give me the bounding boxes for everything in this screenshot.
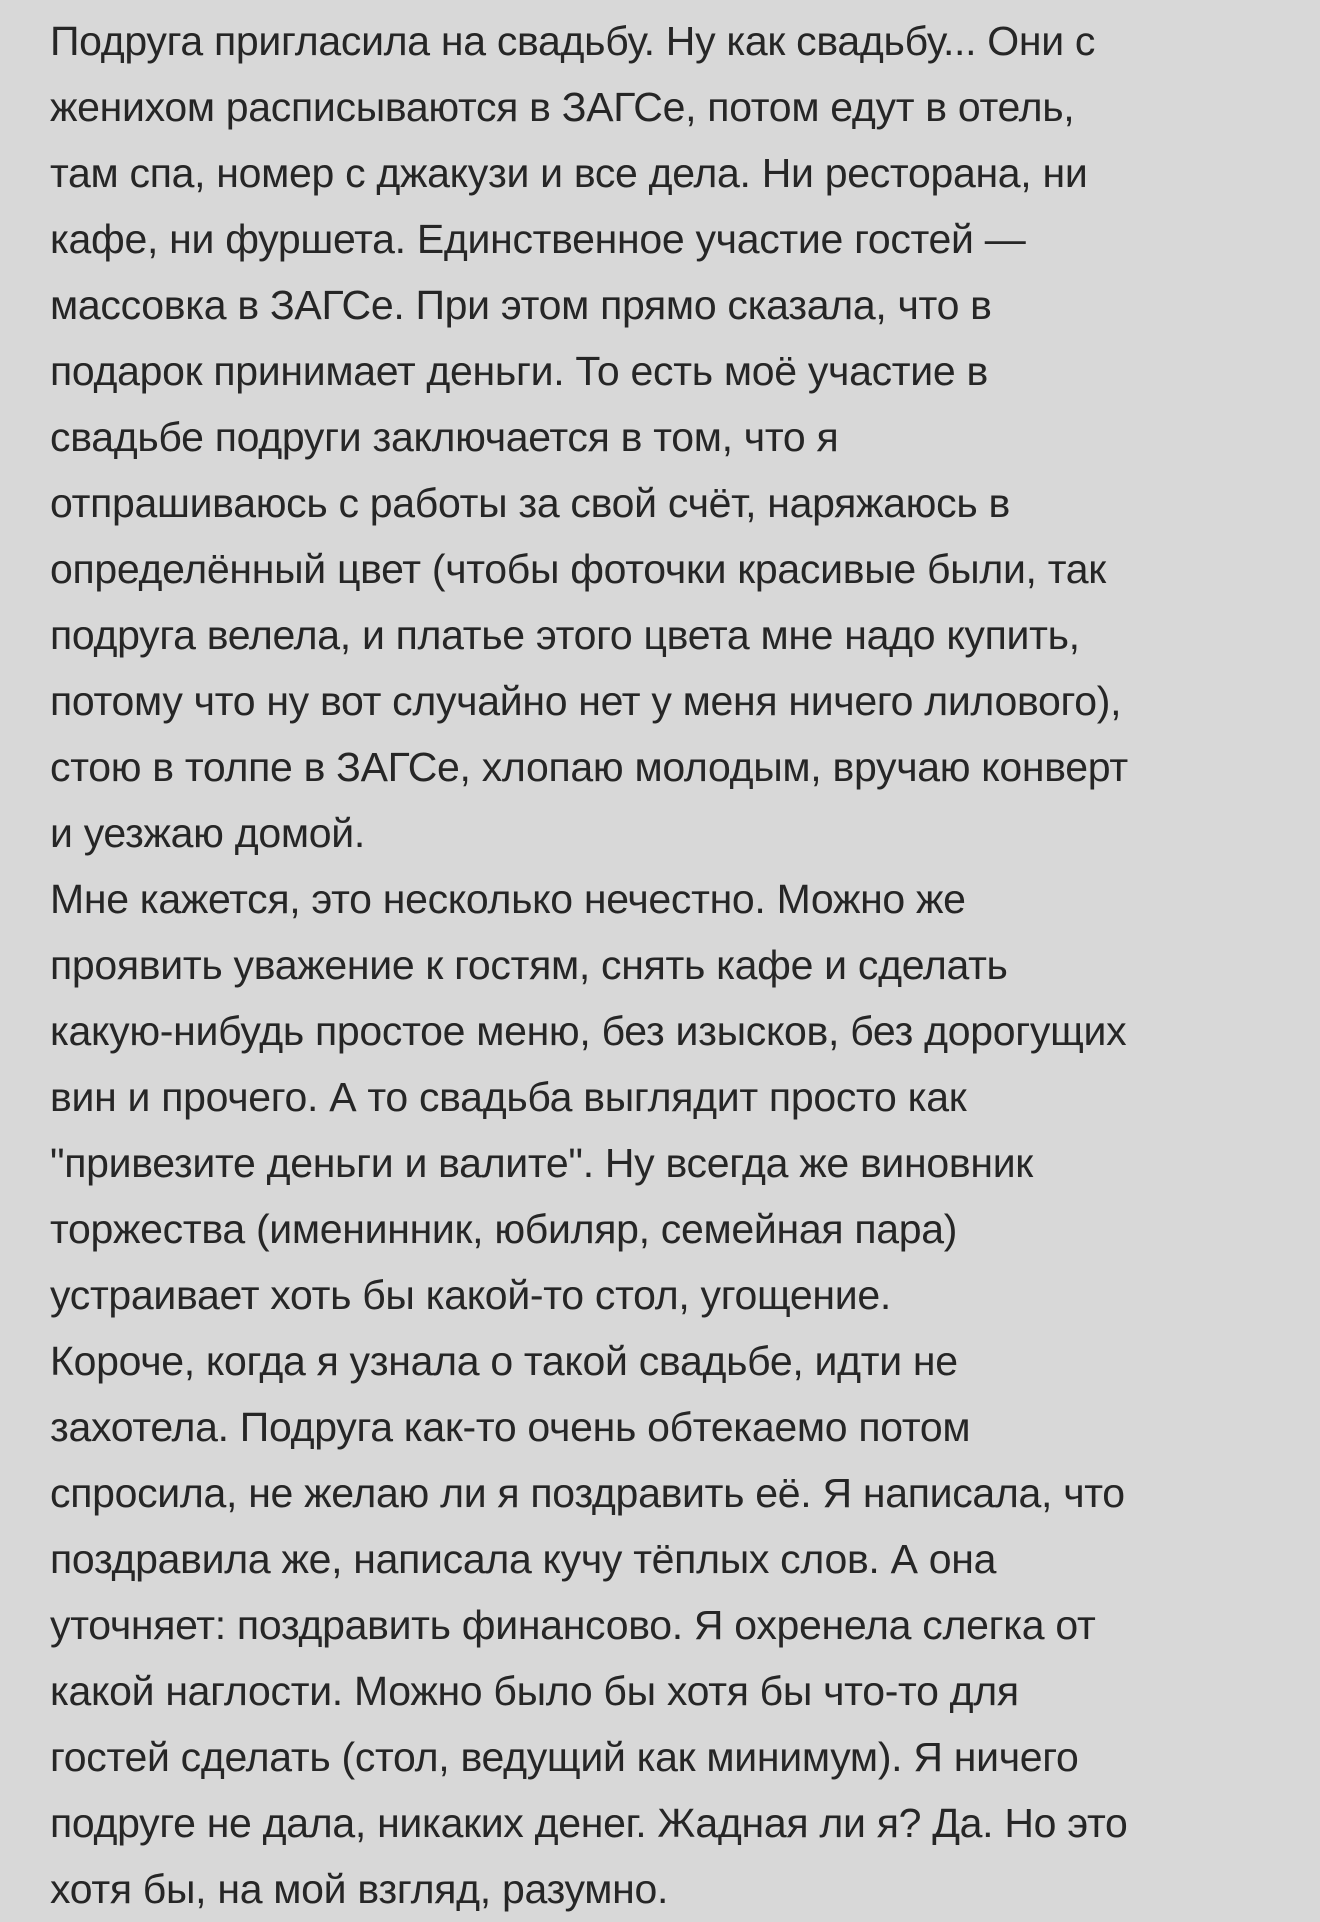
text-line: и уезжаю домой.	[50, 810, 365, 856]
text-line: определённый цвет (чтобы фоточки красивые были, так	[50, 546, 1106, 592]
text-line: проявить уважение к гостям, снять кафе и сделать	[50, 942, 1008, 988]
post-text	[50, 8, 1290, 1922]
text-line: хотя бы, на мой взгляд, разумно.	[50, 1866, 669, 1912]
text-line: подарок принимает деньги. То есть моё участие в	[50, 348, 988, 394]
text-line: подруга велела, и платье этого цвета мне надо купить,	[50, 612, 1080, 658]
text-line: там спа, номер с джакузи и все дела. Ни ресторана, ни	[50, 150, 1088, 196]
text-line: захотела. Подруга как-то очень обтекаемо потом	[50, 1404, 971, 1450]
text-line: Подруга пригласила на свадьбу. Ну как свадьбу... Они с	[50, 18, 1096, 64]
text-line: женихом расписываются в ЗАГСе, потом едут в отель,	[50, 84, 1075, 130]
text-line: свадьбе подруги заключается в том, что я	[50, 414, 839, 460]
text-line: поздравила же, написала кучу тёплых слов. А она	[50, 1536, 997, 1582]
text-line: потому что ну вот случайно нет у меня ничего лилового),	[50, 678, 1122, 724]
text-line: Короче, когда я узнала о такой свадьбе, идти не	[50, 1338, 958, 1384]
text-line: массовка в ЗАГСе. При этом прямо сказала, что в	[50, 282, 992, 328]
text-line: какую-нибудь простое меню, без изысков, без дорогущих	[50, 1008, 1127, 1054]
text-line: какой наглости. Можно было бы хотя бы что-то для	[50, 1668, 1019, 1714]
text-line: отпрашиваюсь с работы за свой счёт, наряжаюсь в	[50, 480, 1010, 526]
text-line: устраивает хоть бы какой-то стол, угощение.	[50, 1272, 891, 1318]
text-line: спросила, не желаю ли я поздравить её. Я написала, что	[50, 1470, 1125, 1516]
text-line: гостей сделать (стол, ведущий как минимум). Я ничего	[50, 1734, 1079, 1780]
text-line: уточняет: поздравить финансово. Я охренела слегка от	[50, 1602, 1096, 1648]
text-line: кафе, ни фуршета. Единственное участие гостей —	[50, 216, 1026, 262]
text-line: торжества (именинник, юбиляр, семейная пара)	[50, 1206, 958, 1252]
text-line: вин и прочего. А то свадьба выглядит просто как	[50, 1074, 967, 1120]
text-line: подруге не дала, никаких денег. Жадная ли я? Да. Но это	[50, 1800, 1128, 1846]
text-line: Мне кажется, это несколько нечестно. Можно же	[50, 876, 966, 922]
text-line: стою в толпе в ЗАГСе, хлопаю молодым, вручаю конверт	[50, 744, 1128, 790]
text-line: "привезите деньги и валите". Ну всегда же виновник	[50, 1140, 1033, 1186]
